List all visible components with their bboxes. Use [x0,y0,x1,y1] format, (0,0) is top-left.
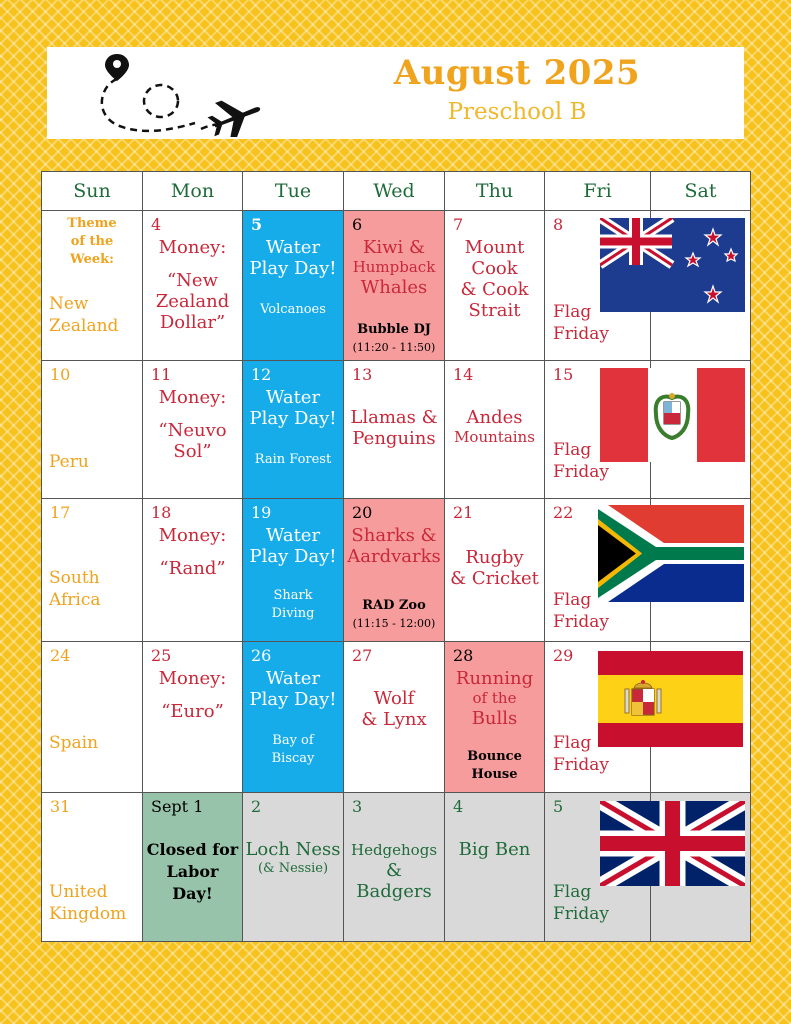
day-number: 13 [352,365,373,384]
day-text: Kiwi & [362,237,426,258]
day-text: “Euro” [161,701,224,722]
day-text: Money: [158,387,227,408]
day-cell [445,211,545,361]
day-cell [243,361,344,499]
day-text: Rugby [465,547,524,568]
day-number: 4 [151,215,162,234]
day-cell [143,642,243,793]
day-topic: Diving [271,606,315,621]
day-text: of the [472,689,517,707]
event-name: House [471,767,518,782]
day-text: Water [265,525,321,546]
flag-friday-label: Flag [553,733,592,753]
airplane-trail-icon [95,51,265,137]
day-text: Water [265,668,321,689]
flag-friday-label: Friday [553,324,609,344]
day-number: 19 [251,503,272,522]
day-text: Strait [468,300,521,321]
day-text: Mount [464,237,525,258]
flag-friday-label: Flag [553,440,592,460]
day-cell [143,361,243,499]
day-topic: Volcanoes [260,302,326,317]
country-name: Africa [49,590,101,610]
day-cell [42,793,143,942]
calendar-header [47,47,744,139]
event-name: Bounce [467,749,522,764]
day-text: Money: [158,668,227,689]
weekday-header-row [42,172,751,211]
day-number: 27 [352,646,373,665]
flag-friday-label: Friday [553,904,609,924]
day-cell [243,642,344,793]
day-number: 14 [453,365,474,384]
flag-friday-label: Flag [553,882,592,902]
day-number: 11 [151,365,172,384]
day-number: 5 [251,215,263,234]
day-cell [42,499,143,642]
day-text: Money: [158,237,227,258]
day-text: Dollar” [159,312,226,333]
day-number: 20 [352,503,373,522]
weekday-fri: Fri [545,172,651,211]
day-number: 15 [553,365,574,384]
weekday-sun: Sun [42,172,143,211]
event-name: RAD Zoo [362,598,426,613]
day-number: 7 [453,215,464,234]
day-text: Play Day! [249,408,337,429]
country-name: Zealand [49,316,119,336]
day-text: Aardvarks [347,546,441,567]
weekday-sat: Sat [651,172,751,211]
day-number: 5 [553,797,564,816]
day-number: 17 [50,503,71,522]
country-name: United [49,882,108,902]
day-text: Penguins [352,428,436,449]
day-cell [344,499,445,642]
day-text: Humpback [352,258,436,276]
day-cell [42,211,143,361]
day-text: Play Day! [249,546,337,567]
day-cell [445,361,545,499]
day-topic: Bay of [272,733,314,748]
day-text: Whales [360,277,428,298]
day-number: 26 [251,646,272,665]
weekday-tue: Tue [243,172,344,211]
day-text: Wolf [373,688,415,709]
day-cell [344,211,445,361]
day-number: 31 [50,797,71,816]
day-cell [143,793,243,942]
event-time: (11:15 - 12:00) [352,617,436,630]
day-text: “New [166,270,218,291]
day-text: “Neuvo [158,420,227,441]
day-number: Sept 1 [151,797,204,816]
weekday-thu: Thu [445,172,545,211]
day-text: Zealand [155,291,230,312]
day-text: (& Nessie) [257,861,329,876]
day-text: Loch Ness [245,839,341,860]
day-cell [445,793,545,942]
new-zealand-flag-icon [600,218,745,312]
day-number: 4 [453,797,464,816]
day-number: 12 [251,365,272,384]
day-cell [42,361,143,499]
day-topic: Biscay [271,751,315,766]
day-text: Play Day! [249,689,337,710]
event-name: Bubble DJ [357,322,431,337]
day-text: & Badgers [356,860,432,902]
theme-label: Week: [70,252,114,267]
day-text: Water [265,237,321,258]
day-number: 2 [251,797,262,816]
day-cell [143,499,243,642]
flag-friday-label: Friday [553,612,609,632]
country-name: Spain [49,733,99,753]
flag-friday-label: Flag [553,302,592,322]
day-cell [344,642,445,793]
south-africa-flag-icon [598,505,744,602]
day-text: Andes [466,407,523,428]
day-number: 25 [151,646,172,665]
day-topic: Shark [273,588,313,603]
day-number: 3 [352,797,363,816]
day-number: 29 [553,646,574,665]
day-number: 24 [50,646,71,665]
theme-label: of the [70,234,114,249]
country-name: Kingdom [49,904,127,924]
weekday-wed: Wed [344,172,445,211]
day-text: & Lynx [361,709,427,730]
day-text: & Cricket [450,568,539,589]
day-text: Mountains [454,428,535,446]
theme-label: Theme [67,216,117,231]
country-name: Peru [49,452,89,472]
day-cell [445,642,545,793]
day-cell [243,211,344,361]
day-cell [344,361,445,499]
united-kingdom-flag-icon [600,801,745,886]
day-cell [243,793,344,942]
flag-friday-label: Friday [553,462,609,482]
closed-notice: Closed for [146,840,239,859]
spain-flag-icon [598,651,743,747]
day-cell [42,642,143,793]
day-number: 10 [50,365,71,384]
day-number: 28 [453,646,474,665]
flag-friday-label: Flag [553,590,592,610]
day-text: Big Ben [458,839,531,860]
country-name: South [49,568,100,588]
day-cell [344,793,445,942]
event-time: (11:20 - 11:50) [352,341,436,354]
day-number: 22 [553,503,574,522]
day-text: Hedgehogs [350,841,438,859]
day-text: Water [265,387,321,408]
day-cell [143,211,243,361]
weekday-mon: Mon [143,172,243,211]
day-number: 6 [352,215,363,234]
peru-flag-icon [600,368,745,462]
day-text: & Cook [460,279,529,300]
day-number: 21 [453,503,474,522]
closed-notice: Day! [172,884,213,903]
day-text: Money: [158,525,227,546]
day-text: Llamas & [350,407,438,428]
day-text: Play Day! [249,258,337,279]
closed-notice: Labor [166,862,219,881]
month-title: August 2025 [393,53,641,93]
day-number: 18 [151,503,172,522]
flag-friday-label: Friday [553,755,609,775]
day-text: Bulls [471,708,518,729]
day-text: “Rand” [159,558,226,579]
day-number: 8 [553,215,564,234]
day-text: Cook [471,258,518,279]
country-name: New [49,294,89,314]
day-text: Sol” [173,441,212,462]
class-subtitle: Preschool B [447,99,587,125]
day-cell [445,499,545,642]
day-text: Sharks & [351,525,437,546]
day-topic: Rain Forest [254,452,332,467]
day-cell [243,499,344,642]
day-text: Running [455,668,534,689]
